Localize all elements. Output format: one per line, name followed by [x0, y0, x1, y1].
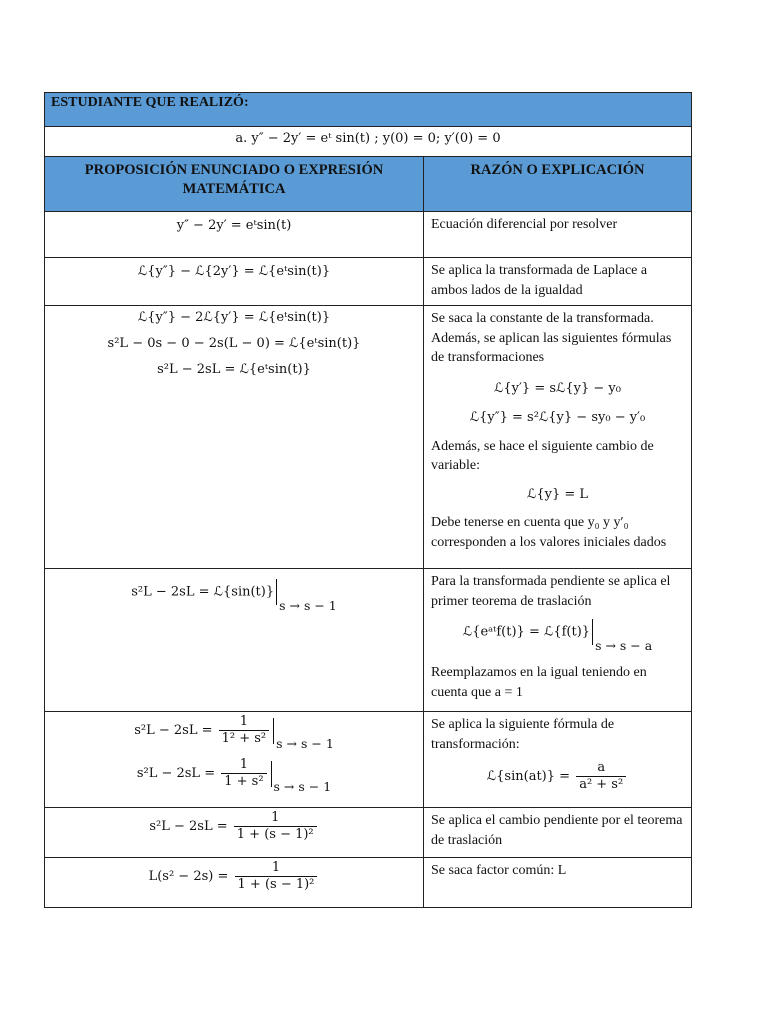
table-row [45, 808, 692, 858]
table-row [45, 306, 692, 569]
math-expression: s²L − 0s − 0 − 2s(L − 0) = ℒ{eᵗsin(t)} [107, 336, 361, 351]
explanation-text: Para la transformada pendiente se aplica el primer teorema de traslación [431, 574, 671, 609]
explanation-text: Se aplica la siguiente fórmula de transformación: [431, 717, 615, 752]
explanation-text: Además, se hace el siguiente cambio de variable: [431, 438, 654, 473]
right-column-header: RAZÓN O EXPLICACIÓN [470, 162, 645, 178]
fraction: $\frac{1}{\text{1 + (s − 1)²}}$ [234, 810, 317, 843]
left-column-header: PROPOSICIÓN ENUNCIADO O EXPRESIÓN MATEMÁTICA [84, 162, 384, 197]
math-expression: s²L − 2sL = $\frac{1}{\text{1 + (s − 1)²}}$ [45, 808, 423, 843]
math-expression: s²L − 2sL = ℒ{sin(t)}s → s − 1 [45, 569, 423, 613]
explanation-text: Se saca la constante de la transformada. Además, se aplican las siguientes fórmulas de transformaciones [431, 311, 672, 365]
explanation-text: Reemplazamos en la igual teniendo en cuenta que a = 1 [431, 665, 647, 700]
math-expression: L(s² − 2s) = $\frac{1}{\text{1 + (s − 1)²}}$ [45, 858, 423, 893]
student-row [45, 93, 692, 127]
math-expression: s²L − 2sL = $\frac{1}{\text{1² + s²}}$ s → s − 1 [134, 714, 334, 751]
explanation-text: Ecuación diferencial por resolver [431, 217, 618, 232]
fraction: $\frac{a}{\text{a² + s²}}$ [576, 760, 626, 793]
formula: ℒ{sin(at)} = $\frac{a}{\text{a² + s²}}$ [431, 760, 684, 793]
table-row [45, 258, 692, 306]
explanation-text: Se saca factor común: L [431, 863, 567, 878]
fraction: $\frac{1}{\text{1 + (s − 1)²}}$ [235, 860, 318, 893]
explanation-text: Se aplica el cambio pendiente por el teorema de traslación [431, 813, 683, 848]
table-row [45, 858, 692, 908]
solution-table [44, 92, 692, 908]
math-expression: s²L − 2sL = $\frac{1}{\text{1 + s²}}$ s → s − 1 [136, 757, 332, 794]
math-expression: ℒ{y″} − ℒ{2y′} = ℒ{eᵗsin(t)} [137, 264, 331, 279]
math-expression: s²L − 2sL = ℒ{eᵗsin(t)} [157, 362, 311, 377]
math-expression: y″ − 2y′ = eᵗsin(t) [176, 218, 292, 233]
formula: ℒ{eᵃᵗf(t)} = ℒ{f(t)}s → s − a [431, 619, 684, 655]
problem-statement: a. y″ − 2y′ = eᵗ sin(t) ; y(0) = 0; y′(0) = 0 [235, 131, 501, 146]
explanation-text: Se aplica la transformada de Laplace a ambos lados de la igualdad [431, 263, 648, 298]
explanation-text: Debe tenerse en cuenta que y₀ y y′₀ corresponden a los valores iniciales dados [431, 515, 667, 550]
math-expression: ℒ{y″} − 2ℒ{y′} = ℒ{eᵗsin(t)} [137, 310, 331, 325]
fraction: $\frac{1}{\text{1² + s²}}$ [219, 714, 270, 747]
table-row [45, 569, 692, 712]
formula: ℒ{y′} = sℒ{y} − y₀ [494, 380, 621, 396]
problem-row [45, 127, 692, 157]
table-row [45, 712, 692, 808]
formula: ℒ{y} = L [526, 486, 589, 502]
formula: ℒ{y″} = s²ℒ{y} − sy₀ − y′₀ [469, 410, 646, 425]
fraction: $\frac{1}{\text{1 + s²}}$ [221, 757, 266, 790]
table-row [45, 212, 692, 258]
column-headers [45, 157, 692, 212]
student-label: ESTUDIANTE QUE REALIZÓ: [45, 93, 692, 127]
